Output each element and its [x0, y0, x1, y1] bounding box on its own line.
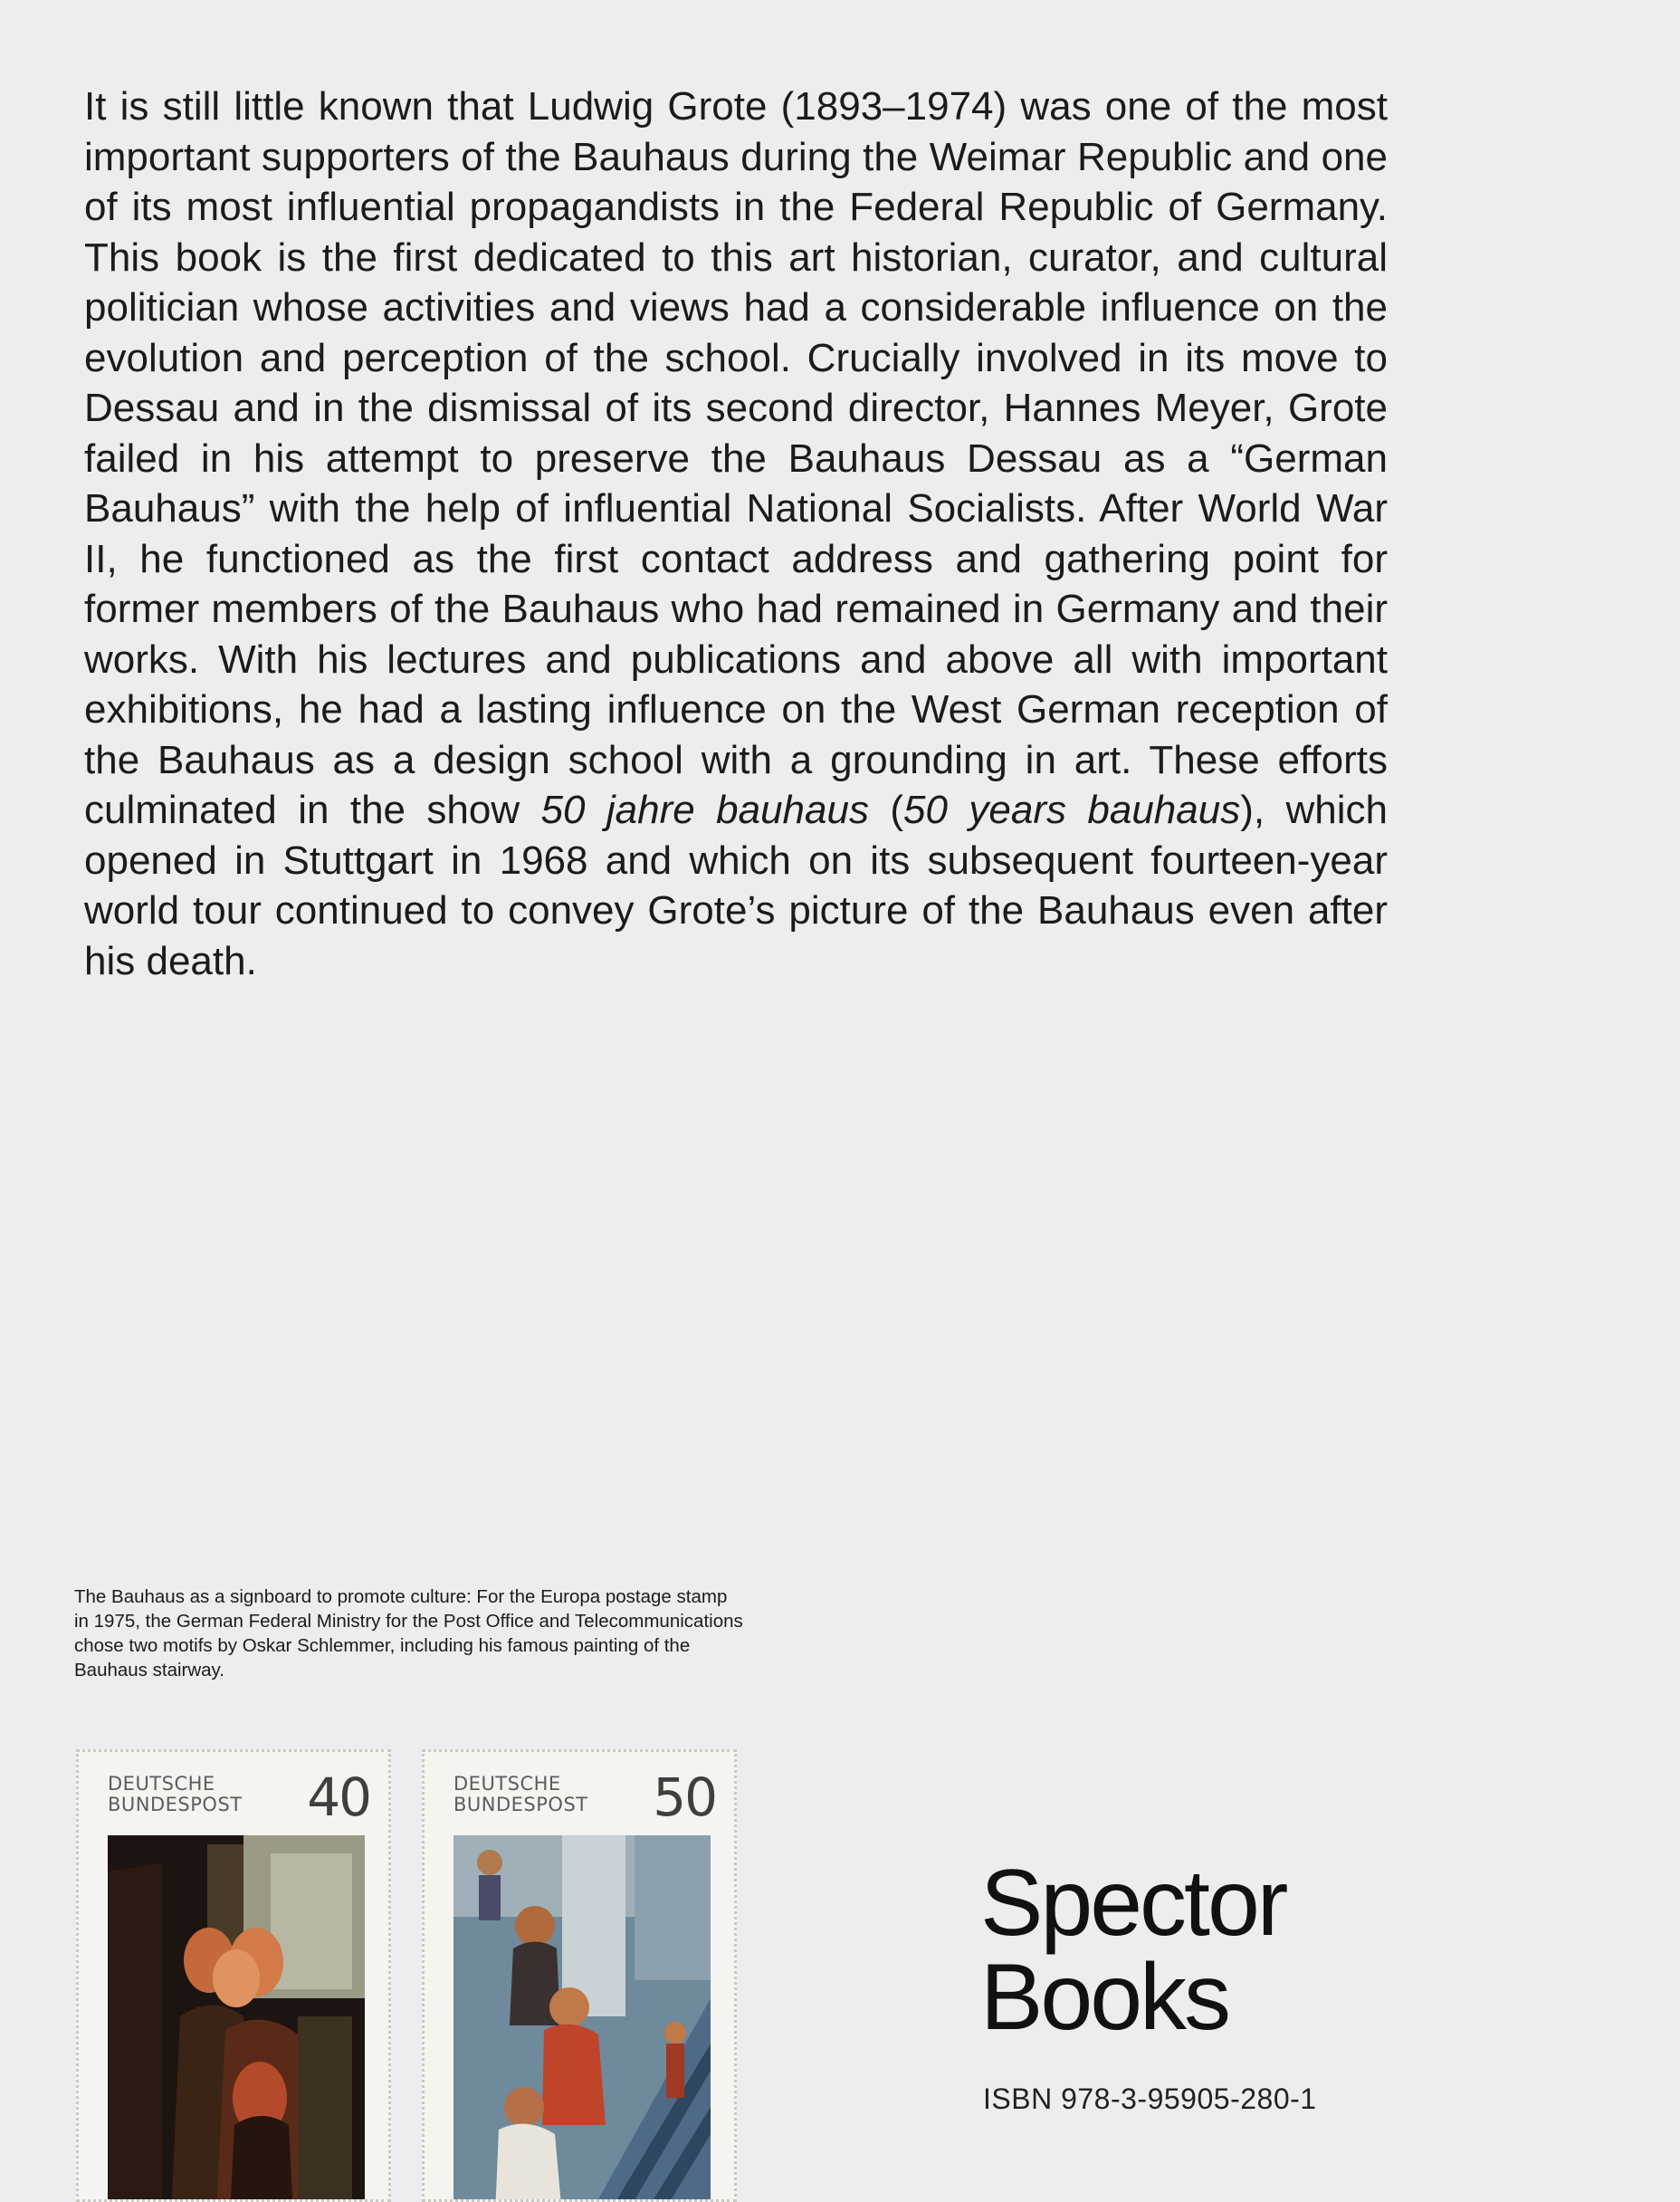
blurb-text-part1: It is still little known that Ludwig Grote (1893–1974) was one of the most important supporters of the Bauhaus during the Weimar Republic and one of its most influential propagandists in the Federal Republic of Germany. This book is the first dedicated to this art historian, curator, and cultural politician whose activities and views had a considerable influence on the evolution and perception of the school. Crucially involved in its move to Dessau and in the dismissal of its second director, Hannes Meyer, Grote failed in his attempt to preserve the Bauhaus Dessau as a “German Bauhaus” with the help of influential National Socialists. After World War II, he functioned as the first contact address and gathering point for former members of the Bauhaus who had remained in Germany and their works. With his lectures and publications and above all with important exhibitions, he had a lasting influence on the West German reception of the Bauhaus as a design school with a grounding in art. These efforts culminated in the show	[84, 84, 1388, 832]
back-cover-blurb	[84, 81, 1388, 986]
stamp-denomination: 50	[653, 1766, 716, 1828]
show-title-german: 50 jahre bauhaus	[540, 788, 869, 832]
stamp-header	[453, 1766, 716, 1828]
publisher-logo	[980, 1851, 1286, 2050]
blurb-text-part2: ), which opened in Stuttgart in 1968 and which on its subsequent fourteen-year world tour continued to convey Grote’s picture of the Bauhaus even after his death.	[84, 788, 1388, 983]
image-caption: The Bauhaus as a signboard to promote culture: For the Europa postage stamp in 1975, the German Federal Ministry for the Post Office and Telecommunications chose two motifs by Oskar Schlemmer, including his famous painting of the Bauhaus stairway.	[74, 1586, 743, 1680]
stamp-issuer	[453, 1774, 607, 1815]
publisher-name-line2: Books	[980, 1945, 1229, 2050]
stamp-issuer	[108, 1774, 262, 1815]
postage-stamp-50	[422, 1749, 737, 2202]
show-title-english: 50 years bauhaus	[903, 788, 1241, 832]
bauhaus-stairway-painting	[453, 1835, 711, 2202]
stamp-header	[108, 1766, 370, 1828]
stamp-issuer-line2: BUNDESPOST	[108, 1794, 243, 1815]
stamp-issuer-line1: DEUTSCHE	[108, 1773, 215, 1795]
schlemmer-painting-figures	[108, 1835, 365, 2202]
stamp-issuer-line2: BUNDESPOST	[453, 1794, 588, 1815]
publisher-name-line1: Spector	[980, 1851, 1286, 1956]
stamp-denomination: 40	[307, 1766, 370, 1828]
blurb-paren-open: (	[868, 788, 904, 832]
postage-stamp-40	[76, 1749, 391, 2202]
stamp-issuer-line1: DEUTSCHE	[453, 1773, 561, 1795]
isbn-number: ISBN 978-3-95905-280-1	[983, 2082, 1317, 2115]
